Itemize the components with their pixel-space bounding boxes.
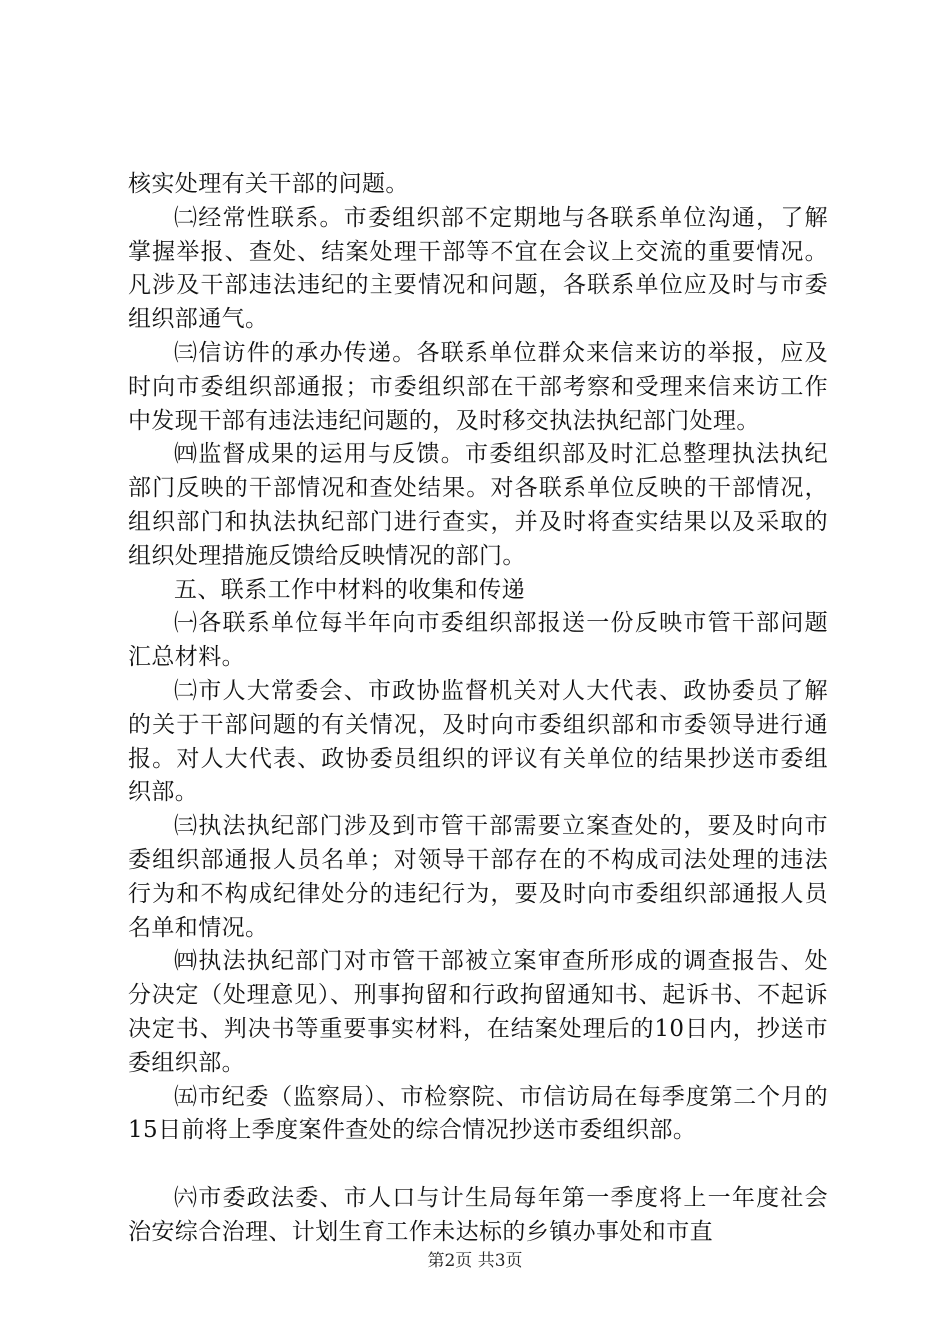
paragraph-6: ㈡市人大常委会、市政协监督机关对人大代表、政协委员了解的关于干部问题的有关情况，及时向市委组织部和市委领导进行通报。对人大代表、政协委员组织的评议有关单位的结果抄送市委组织部。: [128, 677, 828, 806]
paragraph-7: ㈢执法执纪部门涉及到市管干部需要立案查处的，要及时向市委组织部通报人员名单；对领导干部存在的不构成司法处理的违法行为和不构成纪律处分的违纪行为，要及时向市委组织部通报人员名单和情况。: [128, 813, 828, 941]
paragraph-4: ㈣监督成果的运用与反馈。市委组织部及时汇总整理执法执纪部门反映的干部情况和查处结果。对各联系单位反映的干部情况，组织部门和执法执纪部门进行查实，并及时将查实结果以及采取的组织处理措施反馈给反映情况的部门。: [128, 441, 828, 569]
page-footer: 第2页 共3页: [427, 1251, 523, 1271]
paragraph-gap: [128, 1148, 828, 1182]
document-body: [128, 168, 828, 1250]
paragraph-9: ㈤市纪委（监察局）、市检察院、市信访局在每季度第二个月的15日前将上季度案件查处的综合情况抄送市委组织部。: [128, 1083, 828, 1144]
paragraph-8: ㈣执法执纪部门对市管干部被立案审查所形成的调查报告、处分决定（处理意见）、刑事拘留和行政拘留通知书、起诉书、不起诉决定书、判决书等重要事实材料，在结案处理后的10日内，抄送市委组织部。: [128, 948, 828, 1076]
paragraph-1: 核实处理有关干部的问题。: [128, 171, 409, 197]
paragraph-2: ㈡经常性联系。市委组织部不定期地与各联系单位沟通，了解掌握举报、查处、结案处理干部等不宜在会议上交流的重要情况。凡涉及干部违法违纪的主要情况和问题，各联系单位应及时与市委组织部通气。: [128, 204, 828, 333]
section-heading: 五、联系工作中材料的收集和传递: [174, 576, 525, 603]
paragraph-10: ㈥市委政法委、市人口与计生局每年第一季度将上一年度社会治安综合治理、计划生育工作未达标的乡镇办事处和市直: [128, 1185, 828, 1245]
paragraph-5: ㈠各联系单位每半年向市委组织部报送一份反映市管干部问题汇总材料。: [128, 610, 828, 671]
paragraph-3: ㈢信访件的承办传递。各联系单位群众来信来访的举报，应及时向市委组织部通报；市委组织部在干部考察和受理来信来访工作中发现干部有违法违纪问题的，及时移交执法执纪部门处理。: [128, 339, 828, 434]
